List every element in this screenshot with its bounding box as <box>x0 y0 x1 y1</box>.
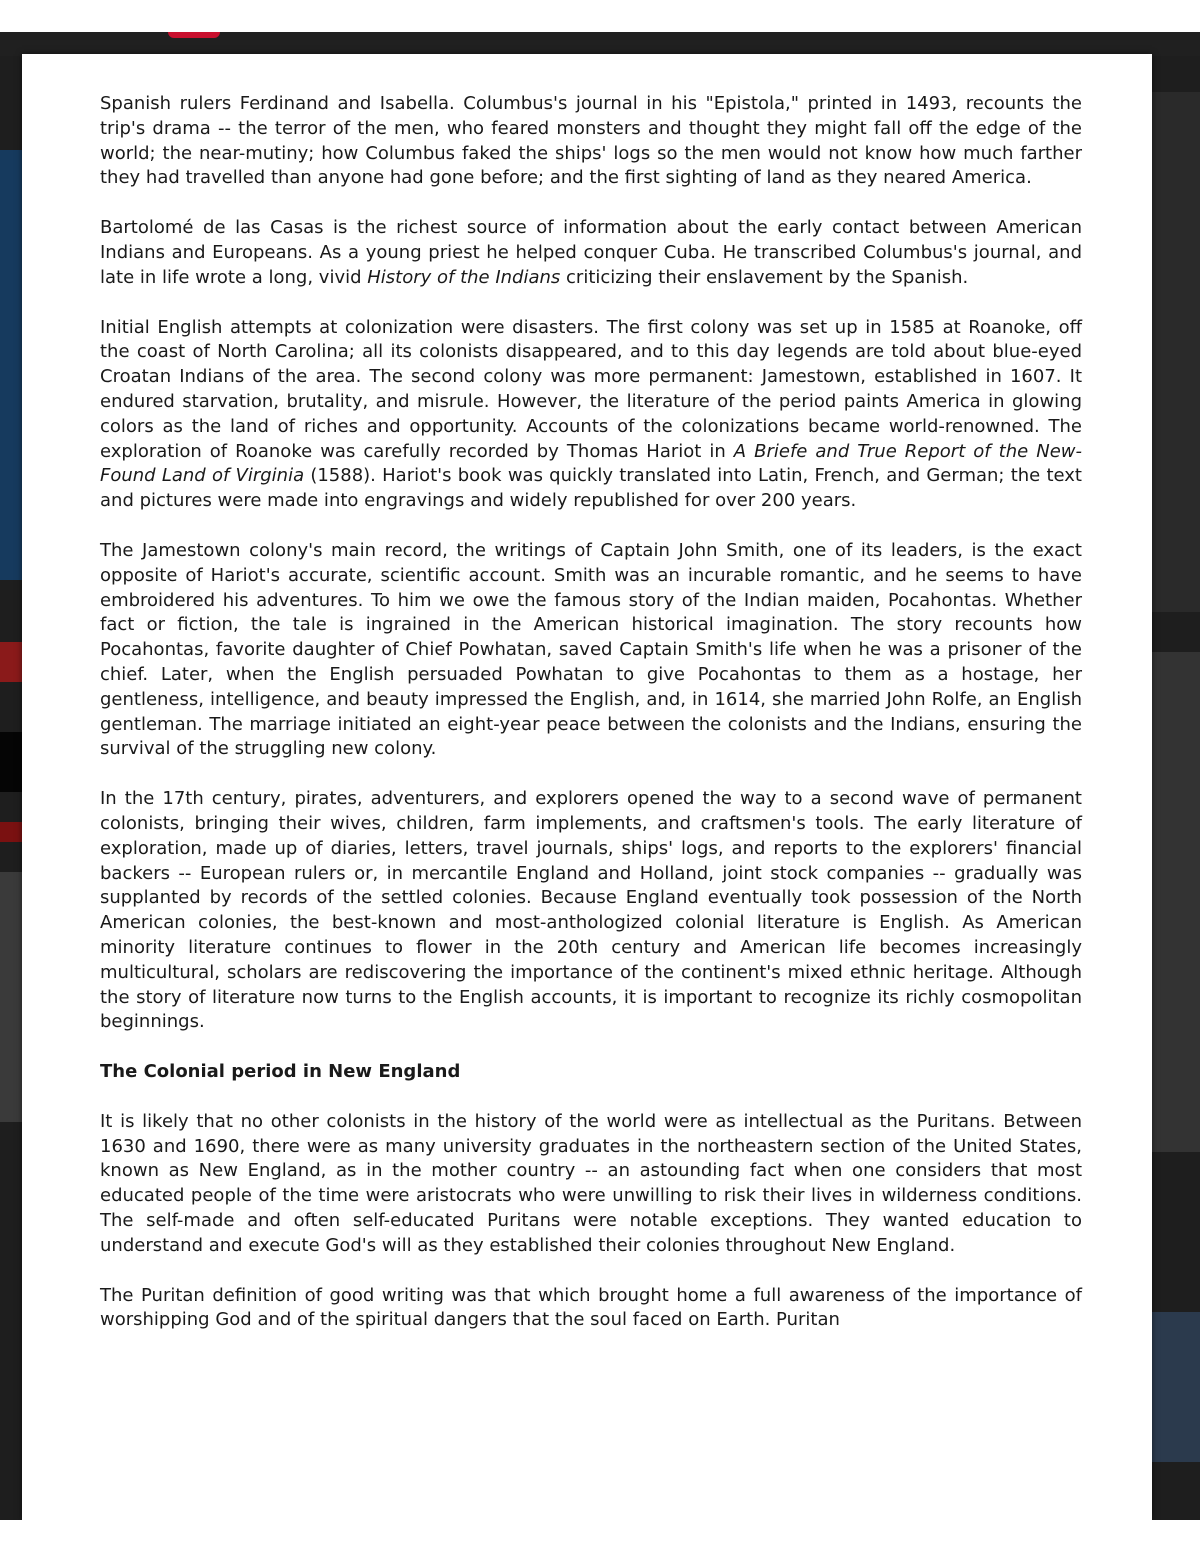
document-page[interactable] <box>22 54 1152 1520</box>
paragraph-text: (1588). Hariot's book was quickly translated into Latin, French, and German; the text and pictures were made into engravings and widely republished for over 200 years. <box>100 465 1082 512</box>
backdrop-band <box>0 732 22 792</box>
paragraph <box>100 1110 1082 1259</box>
paragraph <box>100 92 1082 191</box>
backdrop-band <box>1152 652 1200 1152</box>
book-title: History of the Indians <box>367 266 561 288</box>
paragraph-text: The Puritan definition of good writing was that which brought home a full awareness of the importance of worshipping God and of the spiritual dangers that the soul faced on Earth. Puritan <box>100 1284 1082 1331</box>
section-heading: The Colonial period in New England <box>100 1061 461 1083</box>
top-bar <box>0 0 1200 32</box>
backdrop-band <box>1152 92 1200 612</box>
paragraph <box>100 316 1082 514</box>
paragraph-text: In the 17th century, pirates, adventurers, and explorers opened the way to a second wave of permanent colonists, bringing their wives, children, farm implements, and craftsmen's tools. The early literature of exploration, made up of diaries, letters, travel journals, ships' logs, and reports to the explorers' financial backers -- European rulers or, in mercantile England and Holland, joint stock companies -- gradually was supplanted by records of the settled colonies. Because England eventually took possession of the North American colonies, the best-known and most-anthologized colonial literature is English. As American minority literature continues to flower in the 20th century and American life becomes increasingly multicultural, scholars are rediscovering the importance of the continent's mixed ethnic heritage. Although the story of literature now turns to the English accounts, it is important to recognize its richly cosmopolitan beginnings. <box>100 788 1082 1033</box>
paragraph <box>100 216 1082 290</box>
paragraph <box>100 539 1082 762</box>
backdrop-band <box>1152 1312 1200 1462</box>
paragraph <box>100 1284 1082 1334</box>
backdrop-band <box>0 150 22 580</box>
paragraph <box>100 787 1082 1035</box>
bottom-bar <box>0 1520 1200 1553</box>
book-title: A Briefe and True Report of the New-Found Land of Virginia <box>100 440 1082 487</box>
paragraph-text: Bartolomé de las Casas is the richest source of information about the early contact between American Indians and Europeans. As a young priest he helped conquer Cuba. He transcribed Columbus's journal, and late in life wrote a long, vivid <box>100 217 1082 288</box>
page-content <box>100 92 1082 1358</box>
paragraph-text: Initial English attempts at colonization were disasters. The first colony was set up in 1585 at Roanoke, off the coast of North Carolina; all its colonists disappeared, and to this day legends are told about blue-eyed Croatan Indians of the area. The second colony was more permanent: Jamestown, established in 1607. It endured starvation, brutality, and misrule. However, the literature of the period paints America in glowing colors as the land of riches and opportunity. Accounts of the colonizations became world-renowned. The exploration of Roanoke was carefully recorded by Thomas Hariot in <box>100 316 1082 462</box>
backdrop-band <box>0 642 22 682</box>
backdrop-band <box>0 872 22 1122</box>
backdrop-band <box>0 822 22 842</box>
paragraph-text: criticizing their enslavement by the Spanish. <box>560 266 969 288</box>
paragraph-text: It is likely that no other colonists in the history of the world were as intellectual as the Puritans. Between 1630 and 1690, there were as many university graduates in the northeastern section of the United States, known as New England, as in the mother country -- an astounding fact when one considers that most educated people of the time were aristocrats who were unwilling to risk their lives in wilderness conditions. The self-made and often self-educated Puritans were notable exceptions. They wanted education to understand and execute God's will as they established their colonies throughout New England. <box>100 1110 1082 1256</box>
paragraph-text: The Jamestown colony's main record, the writings of Captain John Smith, one of its leaders, is the exact opposite of Hariot's accurate, scientific account. Smith was an incurable romantic, and he seems to have embroidered his adventures. To him we owe the famous story of the Indian maiden, Pocahontas. Whether fact or fiction, the tale is ingrained in the American historical imagination. The story recounts how Pocahontas, favorite daughter of Chief Powhatan, saved Captain Smith's life when he was a prisoner of the chief. Later, when the English persuaded Powhatan to give Pocahontas to them as a hostage, her gentleness, intelligence, and beauty impressed the English, and, in 1614, she married John Rolfe, an English gentleman. The marriage initiated an eight-year peace between the colonists and the Indians, ensuring the survival of the struggling new colony. <box>100 539 1082 760</box>
logo-chip <box>168 32 220 38</box>
paragraph-text: Spanish rulers Ferdinand and Isabella. Columbus's journal in his "Epistola," printed in 1493, recounts the trip's drama -- the terror of the men, who feared monsters and thought they might fall off the edge of the world; the near-mutiny; how Columbus faked the ships' logs so the men would not know how much farther they had travelled than anyone had gone before; and the first sighting of land as they neared America. <box>100 93 1082 189</box>
